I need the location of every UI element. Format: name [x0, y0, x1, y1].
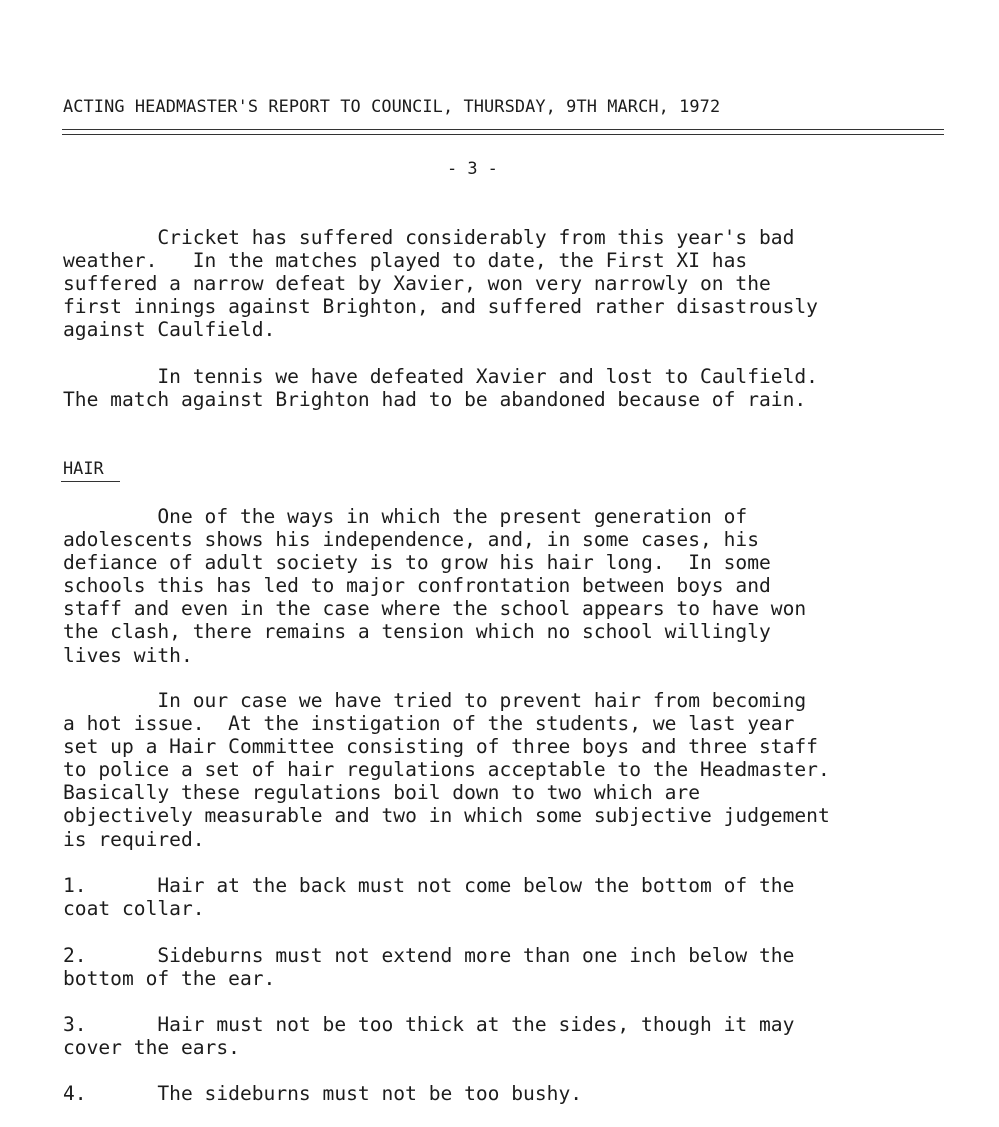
- regulation-item: 3. Hair must not be too thick at the sides, though it may cover the ears.: [63, 1013, 795, 1060]
- section-heading-hair: HAIR: [63, 458, 104, 478]
- regulation-item: 4. The sideburns must not be too bushy.: [63, 1082, 583, 1105]
- paragraph-tennis: In tennis we have defeated Xavier and lost to Caulfield. The match against Brighton had to be abandoned because of rain.: [63, 365, 818, 412]
- page-number: - 3 -: [447, 158, 498, 178]
- paragraph-hair-intro: One of the ways in which the present generation of adolescents shows his independence, and, in some cases, his defiance of adult society is to grow his hair long. In some schools this has led to major confrontation between boys and staff and even in the case where the school appears to have won the clash, there remains a tension which no school willingly lives with.: [63, 505, 807, 667]
- paragraph-hair-committee: In our case we have tried to prevent hair from becoming a hot issue. At the instigation of the students, we last year set up a Hair Committee consisting of three boys and three staff to police a set of hair regulations acceptable to the Headmaster. Basically these regulations boil down to two which are objectively measurable and two in which some subjective judgement is required.: [63, 689, 830, 851]
- header-divider-top: [62, 129, 944, 130]
- paragraph-cricket: Cricket has suffered considerably from this year's bad weather. In the matches played to date, the First XI has suffered a narrow defeat by Xavier, won very narrowly on the first innings against Brighton, and suffered rather disastrously against Caulfield.: [63, 226, 818, 342]
- header-divider-bottom: [62, 134, 944, 135]
- section-heading-underline: [61, 481, 120, 482]
- regulation-item: 2. Sideburns must not extend more than one inch below the bottom of the ear.: [63, 944, 795, 991]
- regulation-item: 1. Hair at the back must not come below the bottom of the coat collar.: [63, 874, 795, 921]
- report-title: ACTING HEADMASTER'S REPORT TO COUNCIL, THURSDAY, 9TH MARCH, 1972: [63, 96, 721, 116]
